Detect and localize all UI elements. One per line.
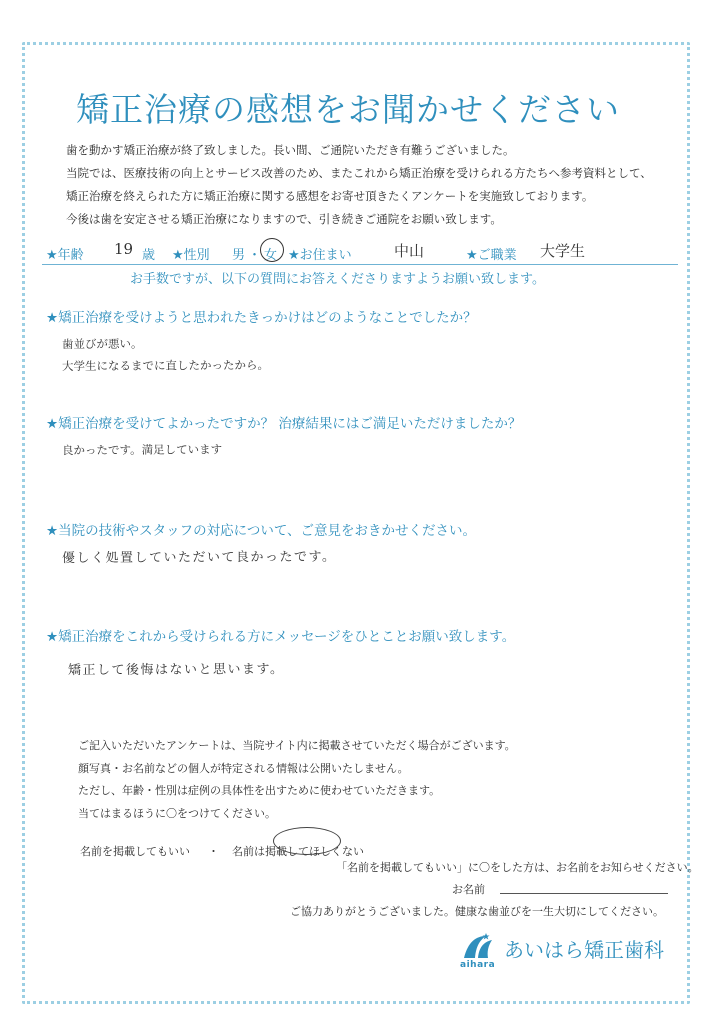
intro-line: 今後は歯を安定させる矯正治療になりますので、引き続きご通院をお願い致します。 bbox=[66, 212, 502, 226]
consent-selection-circle bbox=[273, 827, 341, 855]
profile-note: お手数ですが、以下の質問にお答えくださりますようお願い致します。 bbox=[130, 272, 545, 287]
gender-label: ★性別 bbox=[172, 248, 210, 263]
page-title: 矯正治療の感想をお聞かせください bbox=[76, 90, 620, 129]
inform-text: 「名前を掲載してもいい」に〇をした方は、お名前をお知らせください。 bbox=[336, 861, 699, 874]
residence-label: ★お住まい bbox=[288, 248, 352, 263]
name-label: お名前 bbox=[452, 883, 485, 896]
notice-line: ただし、年齢・性別は症例の具体性を出すために使わせていただきます。 bbox=[78, 784, 441, 797]
question-block-3 bbox=[46, 519, 476, 569]
intro-text bbox=[66, 139, 686, 231]
residence-value[interactable]: 中山 bbox=[394, 242, 425, 260]
notice-text bbox=[78, 735, 516, 825]
age-label: ★年齢 bbox=[46, 248, 84, 263]
answer-text[interactable]: 優しく処置していただいて良かったです。 bbox=[61, 549, 337, 567]
gender-selection-circle bbox=[260, 238, 284, 262]
answer-text[interactable]: 大学生になるまでに直したかったから。 bbox=[61, 358, 270, 374]
profile-row bbox=[42, 238, 678, 265]
name-input-line[interactable] bbox=[500, 893, 668, 894]
notice-line: ご記入いただいたアンケートは、当院サイト内に掲載させていただく場合がございます。 bbox=[78, 739, 516, 752]
notice-line: 顔写真・お名前などの個人が特定される情報は公開いたしません。 bbox=[78, 761, 409, 775]
question-block-2 bbox=[46, 412, 521, 460]
option-separator: ・ bbox=[208, 845, 219, 858]
option-no-publish-name[interactable]: 名前は掲載してほしくない bbox=[232, 845, 364, 858]
question-text: ★矯正治療を受けようと思われたきっかけはどのようなことでしたか？ bbox=[46, 310, 477, 326]
clinic-logo-icon bbox=[462, 932, 494, 960]
intro-line: 矯正治療を終えられた方に矯正治療に関する感想をお寄せ頂きたくアンケートを実施致しております。 bbox=[66, 189, 594, 203]
gender-male-option[interactable]: 男 bbox=[232, 248, 246, 263]
question-block-1 bbox=[46, 306, 477, 376]
question-text: ★矯正治療をこれから受けられる方にメッセージをひとことお願い致します。 bbox=[46, 629, 516, 645]
intro-line: 当院では、医療技術の向上とサービス改善のため、またこれから矯正治療を受けられる方たちへ参考資料として、 bbox=[66, 166, 652, 180]
clinic-name: あいはら矯正歯科 bbox=[504, 938, 664, 962]
question-block-4 bbox=[46, 625, 515, 681]
occupation-value[interactable]: 大学生 bbox=[540, 242, 586, 260]
answer-text[interactable]: 歯並びが悪い。 bbox=[61, 336, 143, 352]
occupation-label: ★ご職業 bbox=[466, 248, 517, 263]
gender-separator: ・ bbox=[248, 248, 262, 263]
option-publish-name[interactable]: 名前を掲載してもいい bbox=[80, 845, 190, 858]
gender-female-option[interactable]: 女 bbox=[264, 248, 278, 263]
answer-text[interactable]: 良かったです。満足しています bbox=[61, 442, 223, 458]
intro-line: 歯を動かす矯正治療が終了致しました。長い間、ご通院いただき有難うございました。 bbox=[66, 143, 515, 157]
notice-line: 当てはまるほうに〇をつけてください。 bbox=[78, 806, 276, 820]
age-unit: 歳 bbox=[142, 248, 156, 263]
clinic-logo bbox=[460, 930, 680, 974]
clinic-logo-sub: aihara bbox=[460, 960, 496, 970]
question-text: ★当院の技術やスタッフの対応について、ご意見をおきかせください。 bbox=[46, 523, 477, 539]
age-value[interactable]: 19 bbox=[114, 240, 134, 258]
answer-text[interactable]: 矯正して後悔はないと思います。 bbox=[67, 662, 285, 679]
question-text: ★矯正治療を受けてよかったですか？ 治療結果にはご満足いただけましたか？ bbox=[46, 416, 522, 432]
closing-text: ご協力ありがとうございました。健康な歯並びを一生大切にしてください。 bbox=[290, 905, 664, 918]
